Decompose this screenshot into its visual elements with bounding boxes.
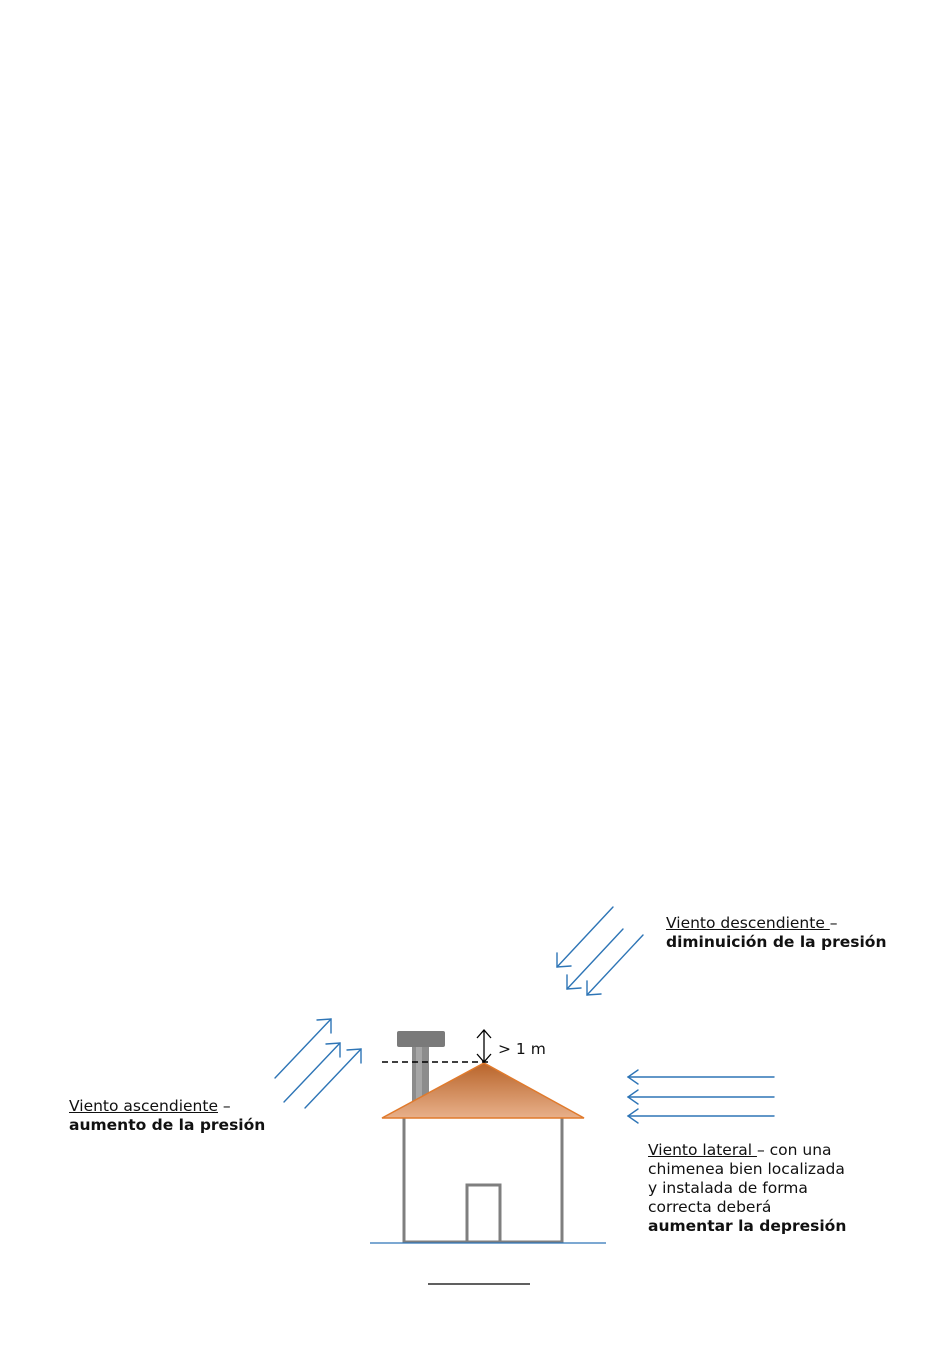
lateral-wind-arrows (628, 1070, 774, 1123)
lateral-wind-label (648, 1141, 846, 1236)
double-arrow-icon (477, 1030, 491, 1062)
descending-wind-dash: – (829, 914, 838, 932)
ascending-wind-title: Viento ascendiente (69, 1097, 218, 1115)
lateral-wind-line3: y instalada de forma (648, 1179, 808, 1197)
lateral-wind-title: Viento lateral (648, 1141, 757, 1159)
ascending-wind-effect: aumento de la presión (69, 1116, 266, 1134)
house-walls (404, 1118, 562, 1242)
house (404, 1118, 562, 1242)
descending-arrow-3 (587, 935, 643, 995)
chimney-pipe-highlight (416, 1046, 422, 1102)
lateral-wind-effect: aumentar la depresión (648, 1217, 847, 1235)
lateral-arrow-2 (628, 1090, 774, 1104)
descending-wind-effect: diminuición de la presión (666, 933, 887, 951)
chimney-cap (397, 1031, 445, 1047)
descending-arrow-2 (567, 929, 623, 989)
lateral-wind-line4: correcta deberá (648, 1198, 772, 1216)
lateral-arrow-3 (628, 1109, 774, 1123)
descending-wind-title: Viento descendiente (666, 914, 830, 932)
lateral-wind-line2: chimenea bien localizada (648, 1160, 845, 1178)
lateral-arrow-1 (628, 1070, 774, 1084)
house-door (467, 1185, 500, 1242)
ascending-wind-label (69, 1097, 265, 1135)
descending-wind-arrows (557, 907, 643, 995)
ascending-wind-arrows (275, 1019, 361, 1108)
ascending-arrow-2 (284, 1043, 340, 1102)
ascending-arrow-1 (275, 1019, 331, 1078)
descending-wind-label (666, 914, 886, 952)
ascending-arrow-3 (305, 1049, 361, 1108)
descending-arrow-1 (557, 907, 613, 967)
height-marker-label: > 1 m (498, 1040, 546, 1058)
lateral-wind-line1: – con una (756, 1141, 832, 1159)
ascending-wind-dash: – (218, 1097, 231, 1115)
